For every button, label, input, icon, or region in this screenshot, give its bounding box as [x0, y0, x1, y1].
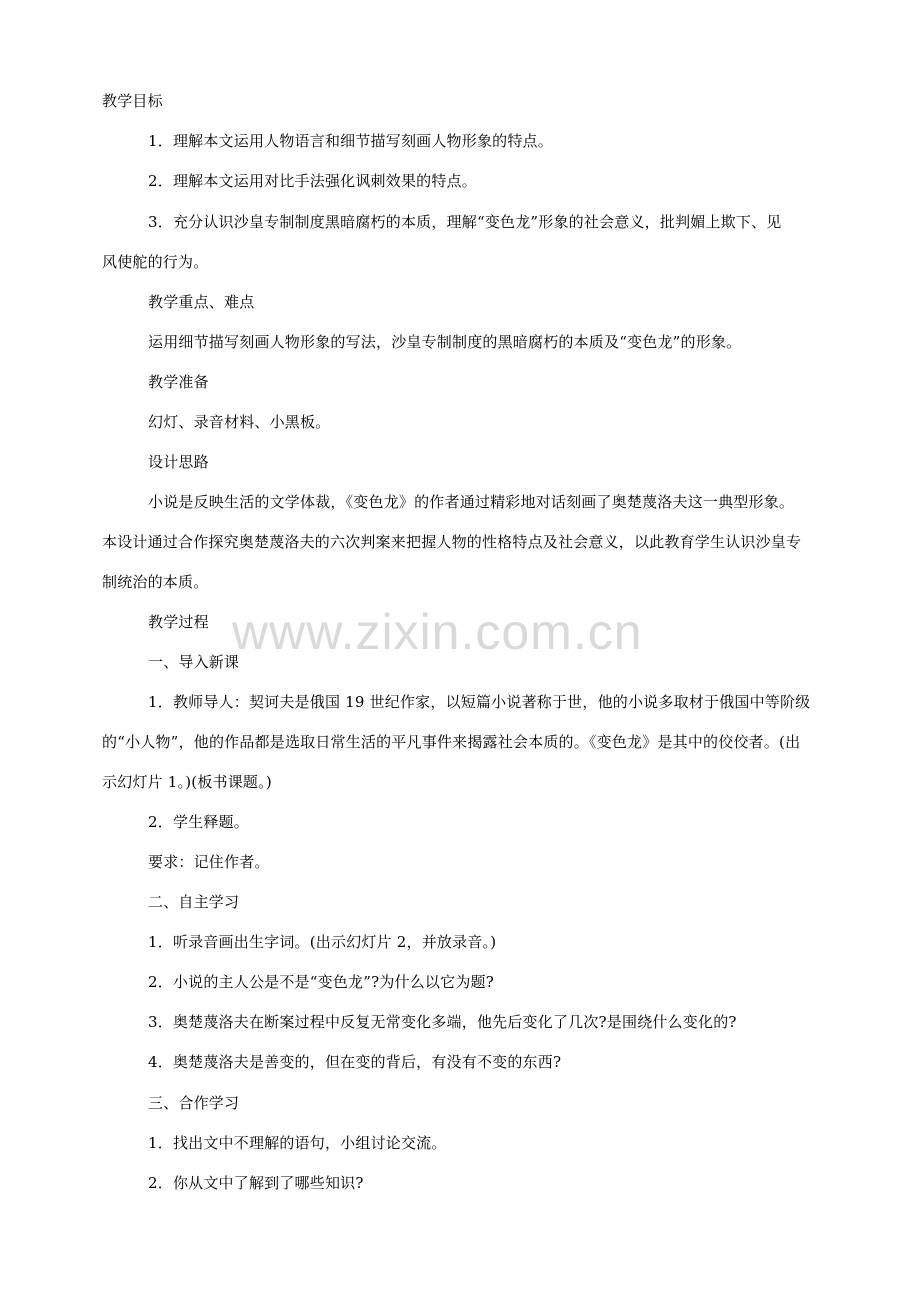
objective-item-1: 1．理解本文运用人物语言和细节描写刻画人物形象的特点。 [148, 132, 553, 150]
heading-key-points: 教学重点、难点 [148, 293, 255, 311]
section-2-item-1: 1．听录音画出生字词。(出示幻灯片 2，并放录音。) [148, 933, 497, 951]
section-2-item-4: 4．奥楚蔑洛夫是善变的，但在变的背后，有没有不变的东西? [148, 1053, 562, 1071]
heading-process: 教学过程 [148, 613, 209, 631]
heading-objectives: 教学目标 [102, 92, 163, 110]
objective-item-2: 2．理解本文运用对比手法强化讽刺效果的特点。 [148, 172, 477, 190]
section-2-item-2: 2．小说的主人公是不是“变色龙”?为什么以它为题? [148, 973, 494, 991]
watermark: www.zixin.com.cn [232, 604, 643, 660]
section-1-title: 一、导入新课 [148, 653, 240, 671]
section-2-item-3: 3．奥楚蔑洛夫在断案过程中反复无常变化多端，他先后变化了几次?是围绕什么变化的? [148, 1013, 737, 1031]
heading-design: 设计思路 [148, 453, 209, 471]
objective-item-3-line-1: 3．充分认识沙皇专制制度黑暗腐朽的本质，理解“变色龙”形象的社会意义，批判媚上欺下、见 [148, 213, 782, 231]
objective-item-3-line-2: 风使舵的行为。 [102, 253, 209, 271]
section-1-requirement: 要求：记住作者。 [148, 853, 270, 871]
heading-preparation: 教学准备 [148, 373, 209, 391]
section-1-item-1-line-3: 示幻灯片 1。)(板书课题。) [102, 773, 272, 791]
preparation-text: 幻灯、录音材料、小黑板。 [148, 413, 331, 431]
section-2-title: 二、自主学习 [148, 893, 240, 911]
key-points-text: 运用细节描写刻画人物形象的写法，沙皇专制制度的黑暗腐朽的本质及“变色龙”的形象。 [148, 333, 742, 351]
section-3-title: 三、合作学习 [148, 1094, 240, 1112]
section-3-item-1: 1．找出文中不理解的语句，小组讨论交流。 [148, 1134, 447, 1152]
design-paragraph-line-1: 小说是反映生活的文学体裁，《变色龙》的作者通过精彩地对话刻画了奥楚蔑洛夫这一典型形象。 [148, 493, 795, 511]
section-3-item-2: 2．你从文中了解到了哪些知识? [148, 1174, 364, 1192]
design-paragraph-line-3: 制统治的本质。 [102, 573, 209, 591]
section-1-item-1-line-2: 的“小人物”，他的作品都是选取日常生活的平凡事件来揭露社会本质的。《变色龙》是其中的佼佼者。(出 [102, 733, 801, 751]
section-1-item-2: 2．学生释题。 [148, 813, 249, 831]
design-paragraph-line-2: 本设计通过合作探究奥楚蔑洛夫的六次判案来把握人物的性格特点及社会意义，以此教育学生认识沙皇专 [102, 533, 802, 551]
section-1-item-1-line-1: 1．教师导人：契诃夫是俄国 19 世纪作家，以短篇小说著称于世，他的小说多取材于俄国中等阶级 [148, 693, 811, 711]
